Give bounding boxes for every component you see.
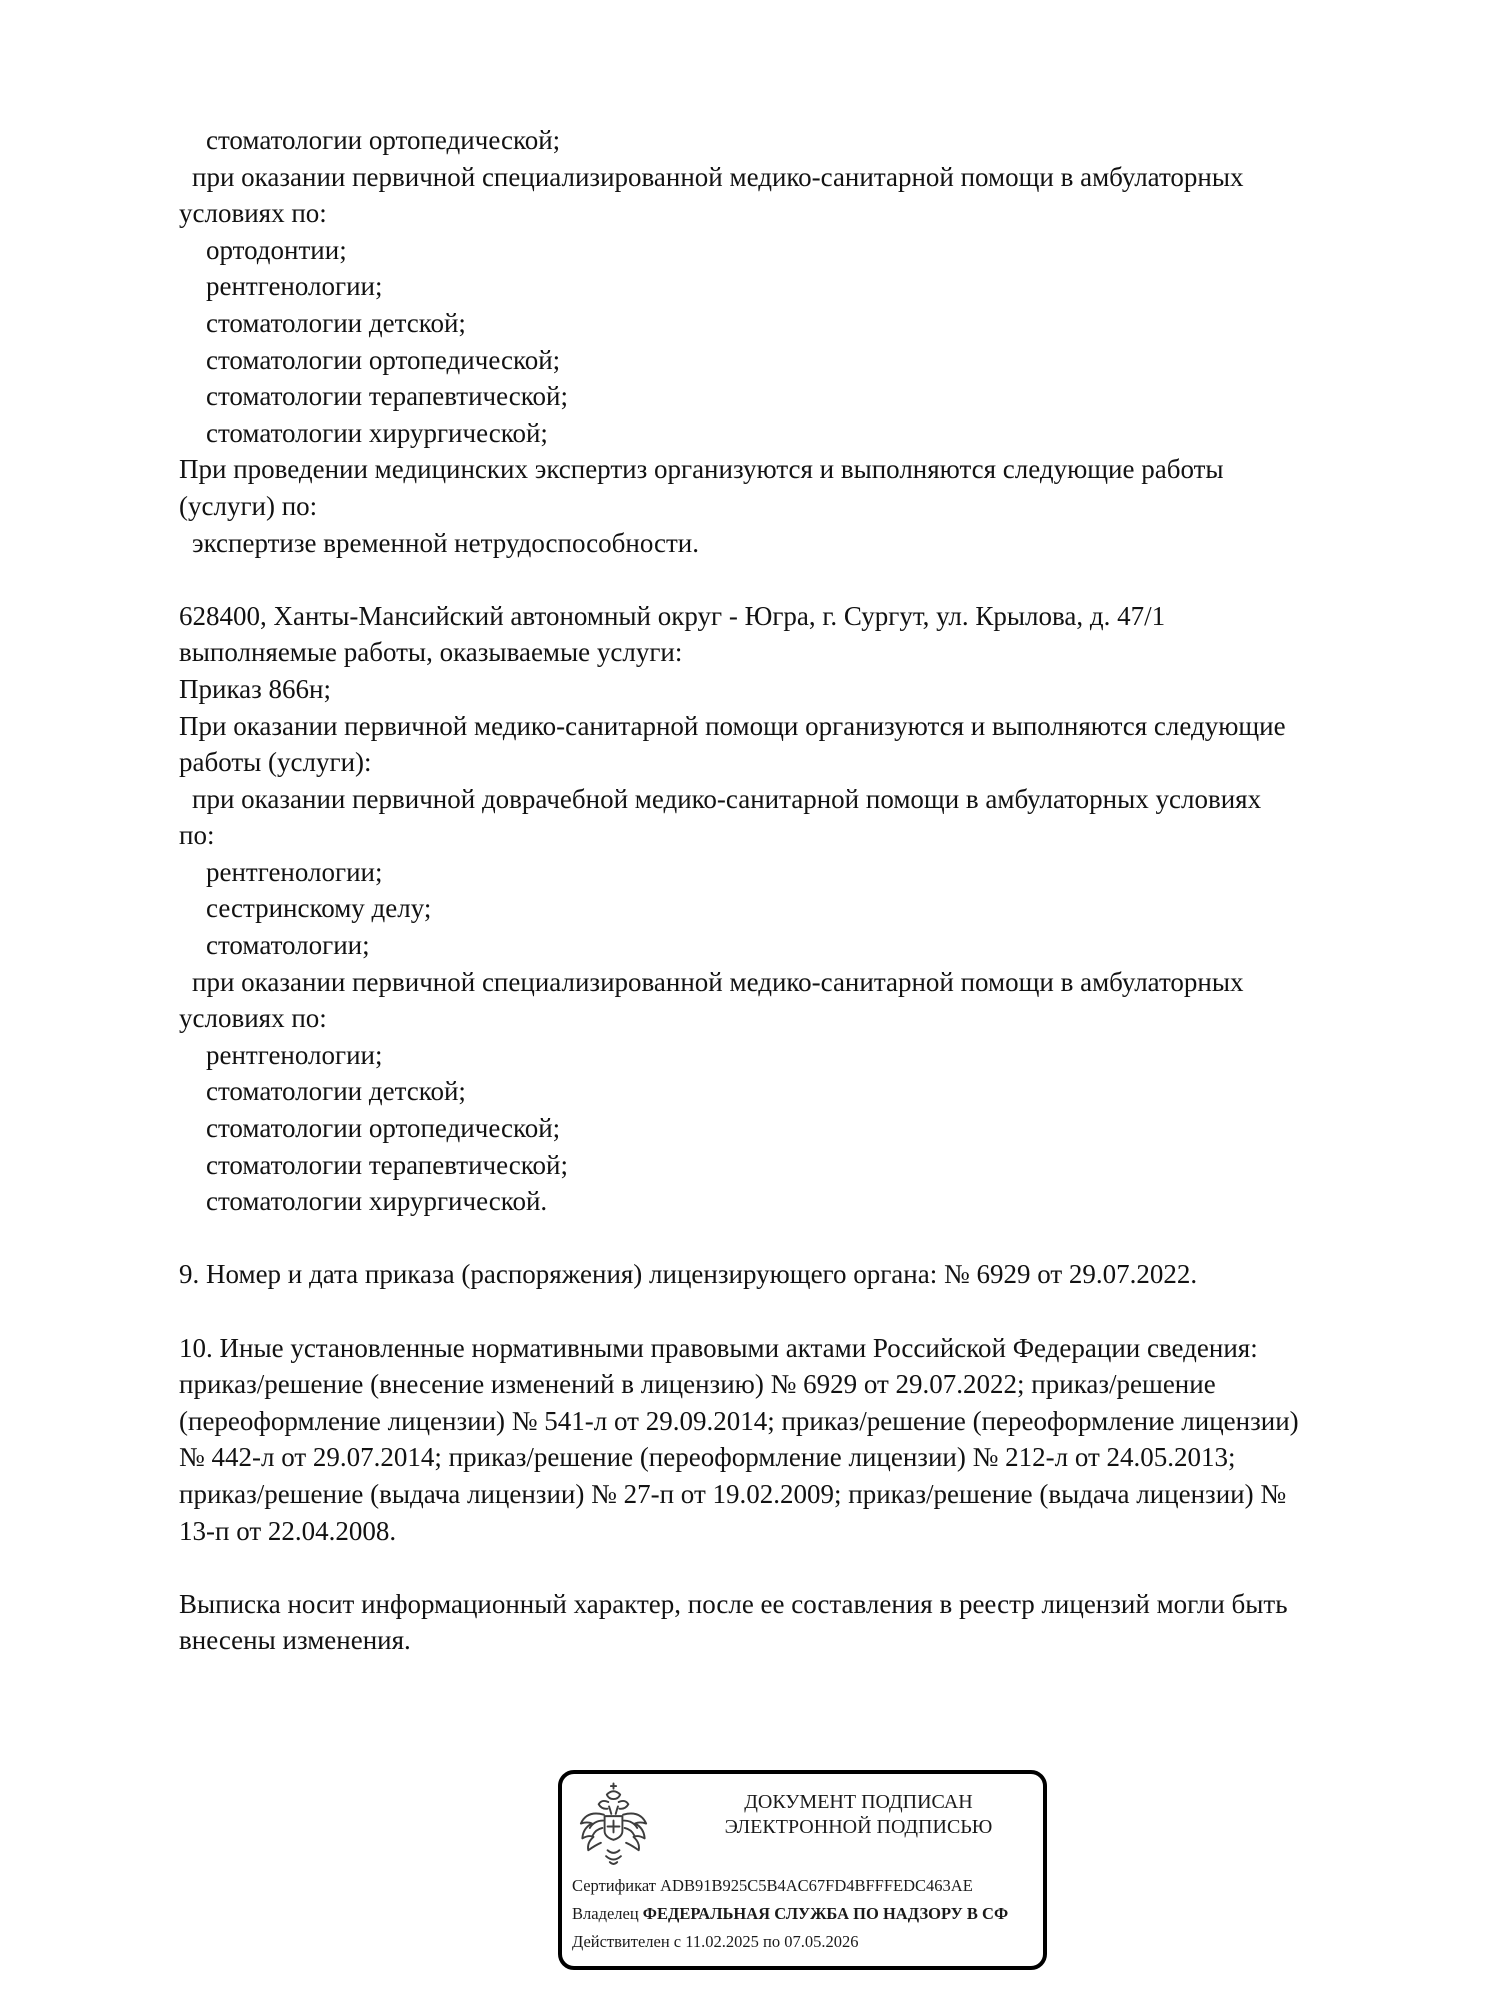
certificate-label: Сертификат — [572, 1876, 656, 1895]
document-line: 10. Иные установленные нормативными правовыми актами Российской Федерации сведения: — [179, 1332, 1258, 1363]
document-line: 13-п от 22.04.2008. — [179, 1515, 397, 1546]
document-line: стоматологии хирургической; — [206, 417, 548, 448]
document-line: № 442-л от 29.07.2014; приказ/решение (переоформление лицензии) № 212-л от 24.05.2013; — [179, 1442, 1236, 1473]
stamp-certificate-line — [572, 1876, 1041, 1896]
document-line: стоматологии хирургической. — [206, 1186, 548, 1217]
document-line: по: — [179, 820, 215, 851]
owner-label: Владелец — [572, 1904, 639, 1923]
document-line — [179, 1293, 1429, 1330]
stamp-title — [682, 1790, 1035, 1840]
document-line: рентгенологии; — [206, 856, 383, 887]
document-line: приказ/решение (выдача лицензии) № 27-п от 19.02.2009; приказ/решение (выдача лицензии) № — [179, 1478, 1287, 1509]
document-line: работы (услуги): — [179, 747, 372, 778]
document-line: стоматологии ортопедической; — [206, 1113, 561, 1144]
document-line — [179, 1549, 1429, 1586]
license-extract-text — [179, 122, 1429, 1659]
document-line: при оказании первичной доврачебной медико-санитарной помощи в амбулаторных условиях — [192, 783, 1262, 814]
document-line: При оказании первичной медико-санитарной помощи организуются и выполняются следующие — [179, 710, 1286, 741]
document-line: рентгенологии; — [206, 1039, 383, 1070]
document-line: стоматологии ортопедической; — [206, 344, 561, 375]
document-line: внесены изменения. — [179, 1625, 411, 1656]
electronic-signature-stamp — [558, 1770, 1047, 1970]
document-line: рентгенологии; — [206, 271, 383, 302]
document-line: (услуги) по: — [179, 490, 318, 521]
document-line: стоматологии терапевтической; — [206, 1149, 568, 1180]
document-line: Выписка носит информационный характер, после ее составления в реестр лицензий могли быть — [179, 1588, 1288, 1619]
document-line: выполняемые работы, оказываемые услуги: — [179, 637, 683, 668]
document-line: стоматологии детской; — [206, 307, 466, 338]
stamp-title-line1: ДОКУМЕНТ ПОДПИСАН — [744, 1791, 973, 1813]
document-line: приказ/решение (внесение изменений в лицензию) № 6929 от 29.07.2022; приказ/решение — [179, 1369, 1216, 1400]
document-line: 9. Номер и дата приказа (распоряжения) лицензирующего органа: № 6929 от 29.07.2022. — [179, 1259, 1198, 1290]
document-line: при оказании первичной специализированной медико-санитарной помощи в амбулаторных — [192, 966, 1244, 997]
document-line: условиях по: — [179, 198, 327, 229]
document-line: сестринскому делу; — [206, 893, 432, 924]
document-line: (переоформление лицензии) № 541-л от 29.09.2014; приказ/решение (переоформление лицензии) — [179, 1405, 1299, 1436]
document-line: экспертизе временной нетрудоспособности. — [192, 527, 699, 558]
document-line: Приказ 866н; — [179, 673, 332, 704]
document-line: 628400, Ханты-Мансийский автономный округ - Югра, г. Сургут, ул. Крылова, д. 47/1 — [179, 600, 1166, 631]
document-line — [179, 561, 1429, 598]
document-line: стоматологии детской; — [206, 1076, 466, 1107]
document-line: стоматологии терапевтической; — [206, 381, 568, 412]
owner-value: ФЕДЕРАЛЬНАЯ СЛУЖБА ПО НАДЗОРУ В СФ — [642, 1904, 1009, 1923]
document-line: при оказании первичной специализированной медико-санитарной помощи в амбулаторных — [192, 161, 1244, 192]
stamp-title-line2: ЭЛЕКТРОННОЙ ПОДПИСЬЮ — [724, 1816, 993, 1838]
document-line: условиях по: — [179, 1003, 327, 1034]
document-line — [179, 1220, 1429, 1257]
stamp-owner-line — [572, 1904, 1041, 1924]
stamp-validity-line — [572, 1932, 1041, 1952]
document-line: При проведении медицинских экспертиз организуются и выполняются следующие работы — [179, 454, 1224, 485]
coat-of-arms-eagle-icon — [575, 1782, 652, 1871]
document-line: стоматологии ортопедической; — [206, 125, 561, 155]
document-line: стоматологии; — [206, 930, 370, 961]
validity-text: Действителен с 11.02.2025 по 07.05.2026 — [572, 1932, 859, 1951]
document-line: ортодонтии; — [206, 234, 347, 265]
certificate-value: ADB91B925C5B4AC67FD4BFFFEDC463AE — [660, 1876, 973, 1895]
